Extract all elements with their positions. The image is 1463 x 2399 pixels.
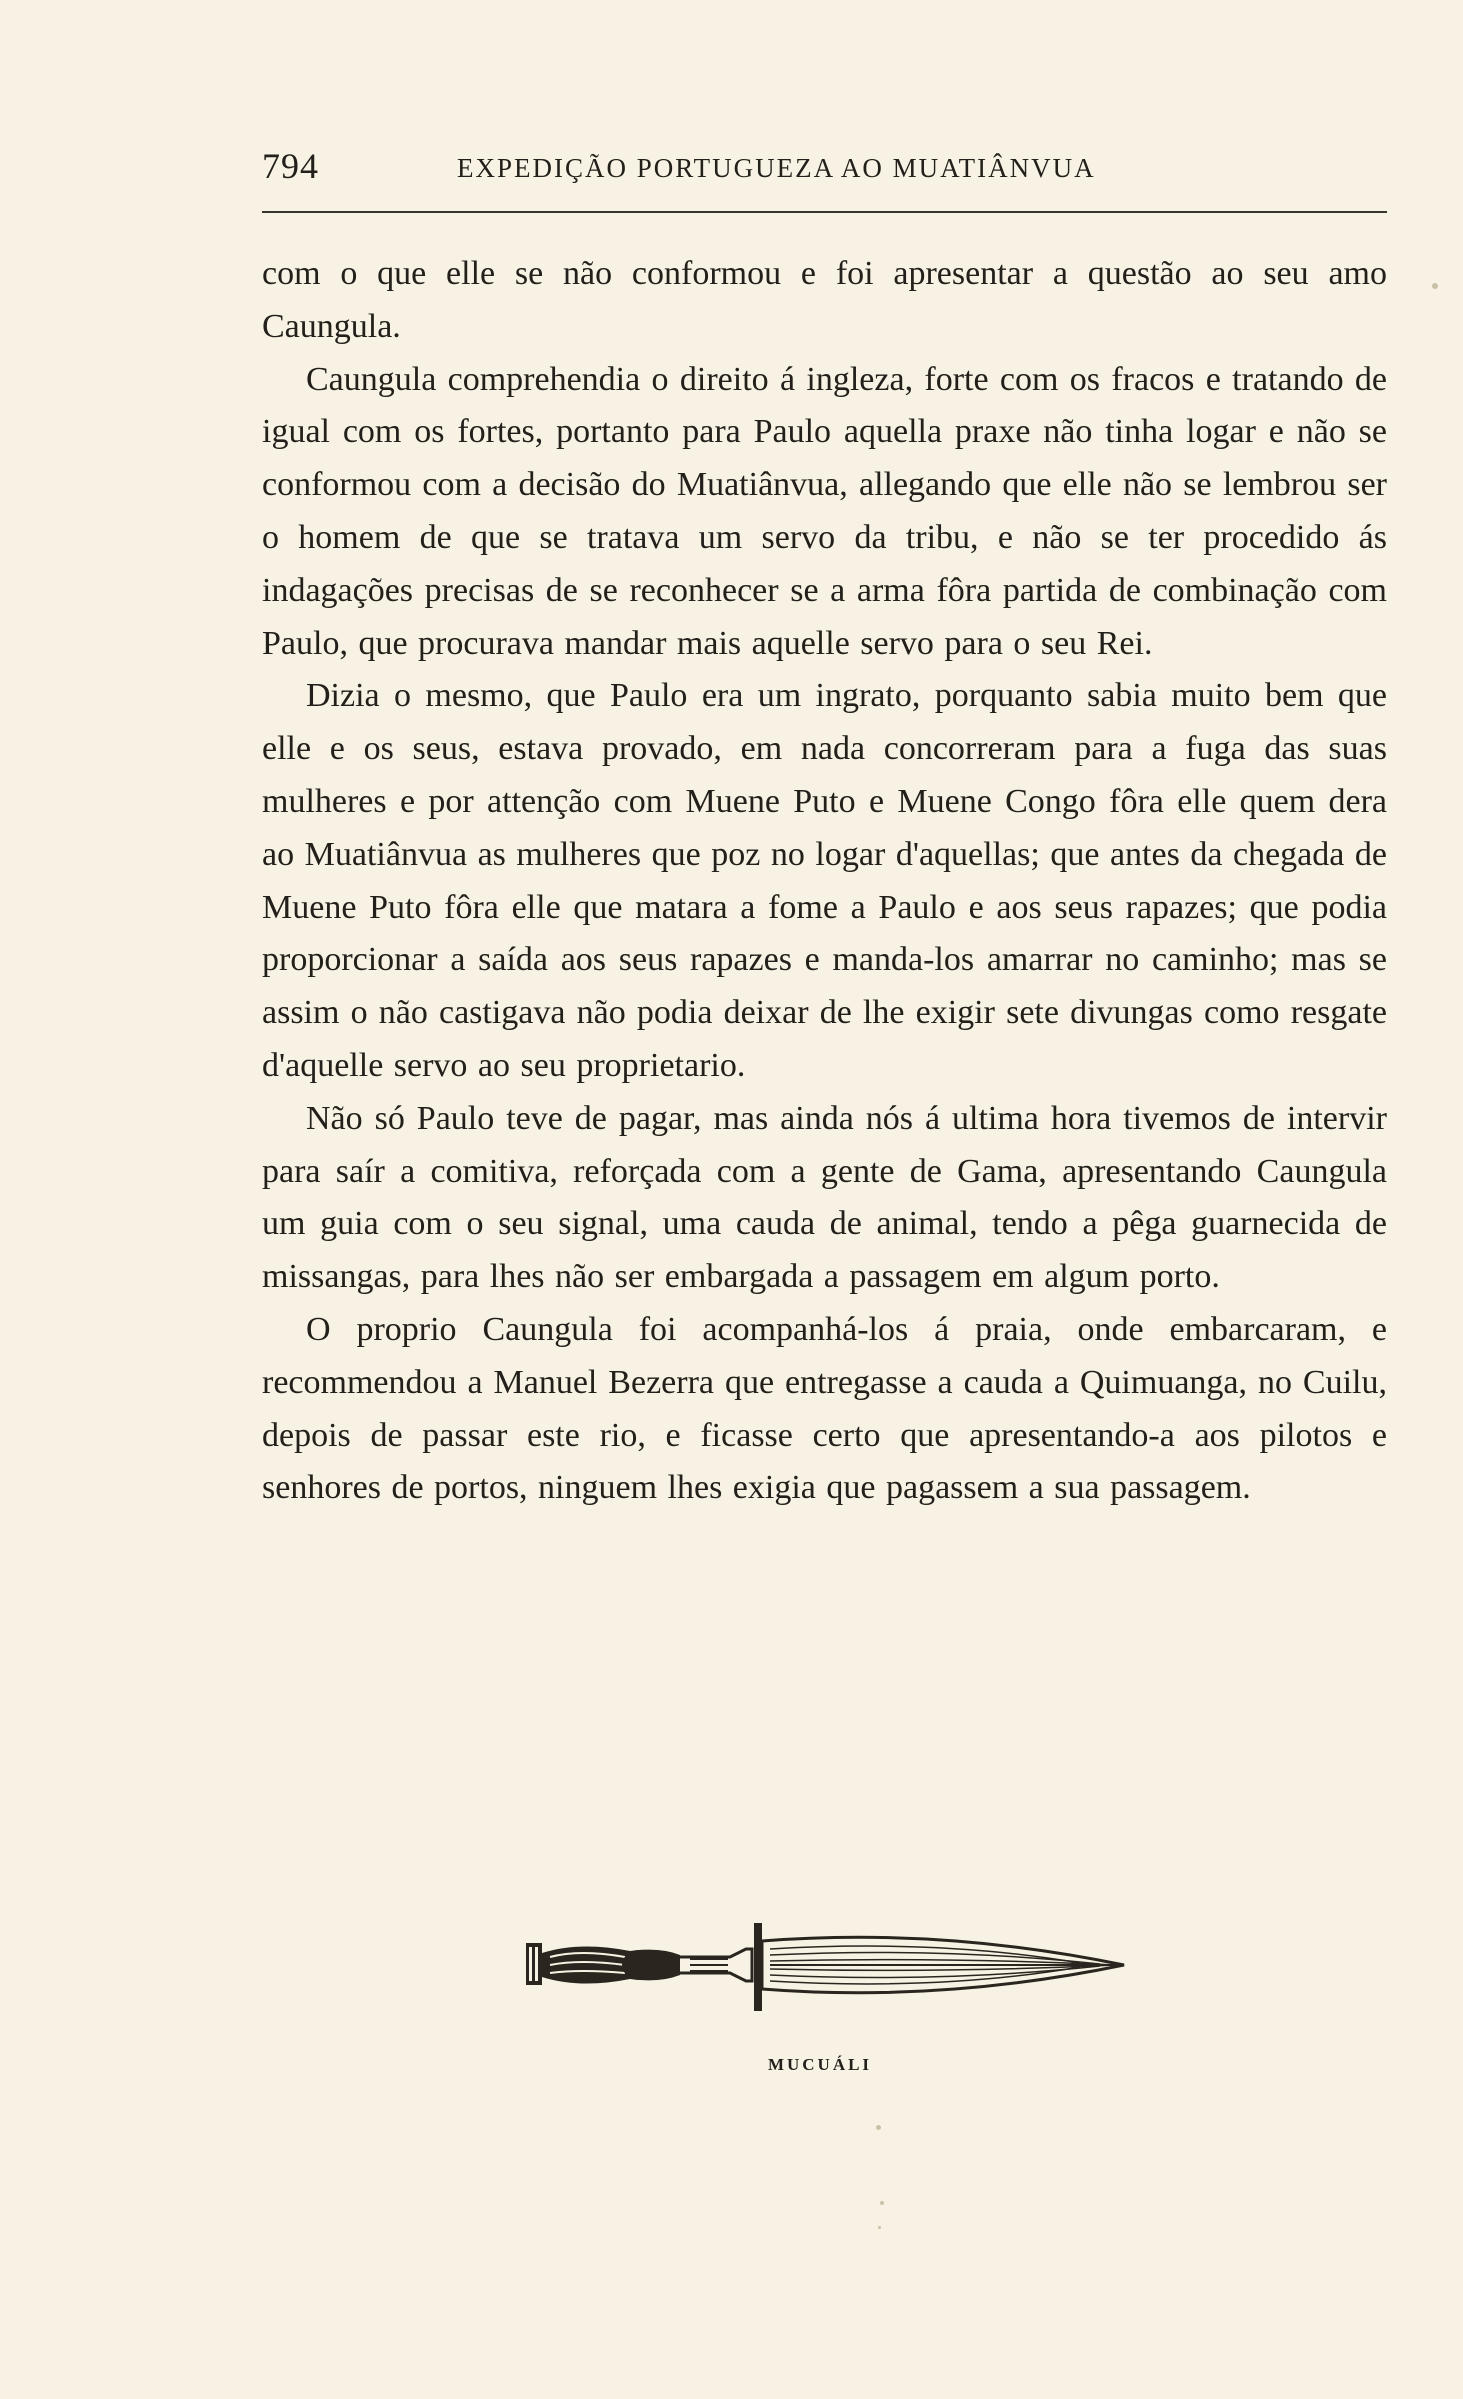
mucuali-knife-icon: [520, 1915, 1130, 2015]
paragraph-5: O proprio Caungula foi acompanhá-los á praia, onde embarcaram, e recommendou a Manuel Bezerra que entregasse a cauda a Quimuanga, no Cuilu, depois de passar este rio, e ficasse certo que apresentando-a aos pilotos e senhores de portos, ninguem lhes exigia que pagassem a sua passagem.: [262, 1310, 1387, 1507]
paper-speck: [880, 2201, 884, 2205]
body-text: [262, 248, 1387, 1515]
paragraph-2: Caungula comprehendia o direito á ingleza, forte com os fracos e tratando de igual com os fortes, portanto para Paulo aquella praxe não tinha logar e não se conformou com a decisão do Muatiânvua, allegando que elle não se lembrou ser o homem de que se tratava um servo da tribu, e não se ter procedido ás indagações precisas de se reconhecer se a arma fôra partida de combinação com Paulo, que procurava mandar mais aquelle servo para o seu Rei.: [262, 360, 1387, 662]
paper-speck: [876, 2125, 881, 2130]
paper-speck: [1432, 283, 1438, 289]
paragraph-1: com o que elle se não conformou e foi apresentar a questão ao seu amo Caungula.: [262, 255, 1387, 345]
page-header: [262, 145, 1387, 195]
figure-caption: MUCUÁLI: [767, 2055, 873, 2074]
page-number: 794: [262, 146, 319, 186]
header-rule: [262, 211, 1387, 213]
paper-speck: [878, 2226, 881, 2229]
running-head: EXPEDIÇÃO PORTUGUEZA AO MUATIÂNVUA: [457, 153, 1096, 183]
paragraph-3: Dizia o mesmo, que Paulo era um ingrato, porquanto sabia muito bem que elle e os seus, estava provado, em nada concorreram para a fuga das suas mulheres e por attenção com Muene Puto e Muene Congo fôra elle quem dera ao Muatiânvua as mulheres que poz no logar d'aquellas; que antes da chegada de Muene Puto fôra elle que matara a fome a Paulo e aos seus rapazes; que podia proporcionar a saída aos seus rapazes e manda-los amarrar no caminho; mas se assim o não castigava não podia deixar de lhe exigir sete divungas como resgate d'aquelle servo ao seu proprietario.: [262, 677, 1387, 1084]
paragraph-4: Não só Paulo teve de pagar, mas ainda nós á ultima hora tivemos de intervir para saír a comitiva, reforçada com a gente de Gama, apresentando Caungula um guia com o seu signal, uma cauda de animal, tendo a pêga guarnecida de missangas, para lhes não ser embargada a passagem em algum porto.: [262, 1099, 1387, 1296]
